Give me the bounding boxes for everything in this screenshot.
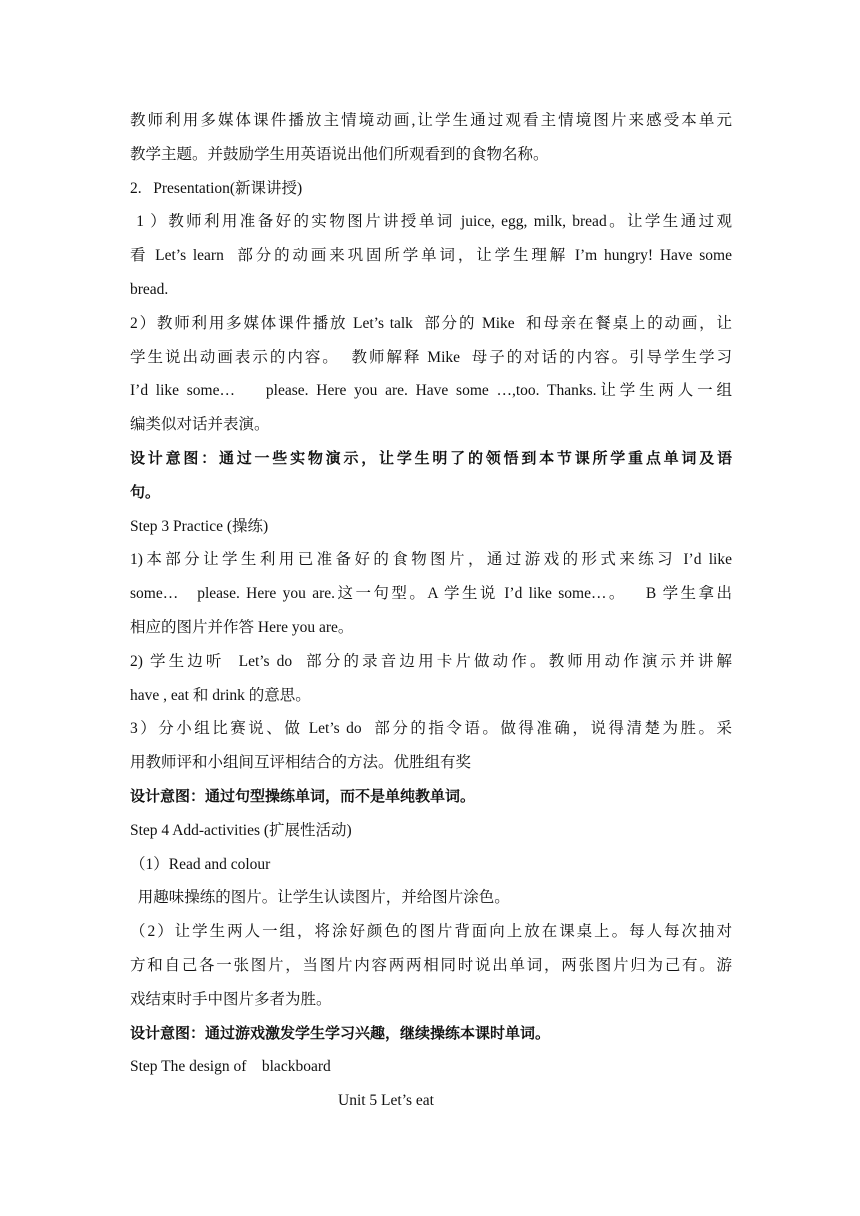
paragraph-line: 教学主题。并鼓励学生用英语说出他们所观看到的食物名称。 xyxy=(130,145,549,163)
paragraph-line: 1 ）教师利用准备好的实物图片讲授单词 juice, egg, milk, bread。让学生通过观 xyxy=(130,213,732,231)
design-intent-line: 句。 xyxy=(130,482,161,501)
paragraph-line: 戏结束时手中图片多者为胜。 xyxy=(130,990,332,1008)
blackboard-title: Unit 5 Let’s eat xyxy=(338,1092,434,1110)
paragraph-line: 2）教师利用多媒体课件播放 Let’s talk 部分的 Mike 和母亲在餐桌上的动画，让 xyxy=(130,314,732,332)
section-heading: Step 3 Practice (操练) xyxy=(130,517,269,535)
paragraph-line: I’d like some… please. Here you are. Have some …,too. Thanks.让学生两人一组 xyxy=(130,382,732,400)
paragraph-line: 教师利用多媒体课件播放主情境动画,让学生通过观看主情境图片来感受本单元 xyxy=(130,112,732,129)
paragraph-line: 用教师评和小组间互评相结合的方法。优胜组有奖 xyxy=(130,754,472,772)
paragraph-line: 方和自己各一张图片，当图片内容两两相同时说出单词，两张图片归为己有。游 xyxy=(130,956,732,974)
section-heading: 2. Presentation(新课讲授) xyxy=(130,179,303,197)
paragraph-line: 相应的图片并作答 Here you are。 xyxy=(130,618,354,636)
paragraph-line: （1）Read and colour xyxy=(130,855,271,873)
paragraph-line: 用趣味操练的图片。让学生认读图片，并给图片涂色。 xyxy=(130,889,510,907)
paragraph-line: bread. xyxy=(130,280,169,298)
paragraph-line: （2）让学生两人一组，将涂好颜色的图片背面向上放在课桌上。每人每次抽对 xyxy=(130,923,732,941)
paragraph-line: 3）分小组比赛说、做 Let’s do 部分的指令语。做得准确，说得清楚为胜。采 xyxy=(130,720,732,738)
paragraph-line: 看 Let’s learn 部分的动画来巩固所学单词，让学生理解 I’m hungry! Have some xyxy=(130,247,732,265)
section-heading: Step 4 Add-activities (扩展性活动) xyxy=(130,821,352,839)
paragraph-line: 2) 学生边听 Let’s do 部分的录音边用卡片做动作。教师用动作演示并讲解 xyxy=(130,652,732,670)
paragraph-line: 编类似对话并表演。 xyxy=(130,416,270,434)
section-heading: Step The design of blackboard xyxy=(130,1058,331,1076)
design-intent-line: 设计意图：通过句型操练单词，而不是单纯教单词。 xyxy=(130,786,476,805)
paragraph-line: 学生说出动画表示的内容。 教师解释 Mike 母子的对话的内容。引导学生学习 xyxy=(130,348,732,366)
paragraph-line: some… please. Here you are.这一句型。A 学生说 I’d like some…。 B 学生拿出 xyxy=(130,585,732,603)
design-intent-line: 设计意图：通过一些实物演示，让学生明了的领悟到本节课所学重点单词及语 xyxy=(130,448,732,467)
design-intent-line: 设计意图：通过游戏激发学生学习兴趣，继续操练本课时单词。 xyxy=(130,1023,551,1042)
paragraph-line: have , eat 和 drink 的意思。 xyxy=(130,686,311,704)
paragraph-line: 1)本部分让学生利用已准备好的食物图片，通过游戏的形式来练习 I’d like xyxy=(130,551,732,569)
document-page xyxy=(130,104,732,1118)
